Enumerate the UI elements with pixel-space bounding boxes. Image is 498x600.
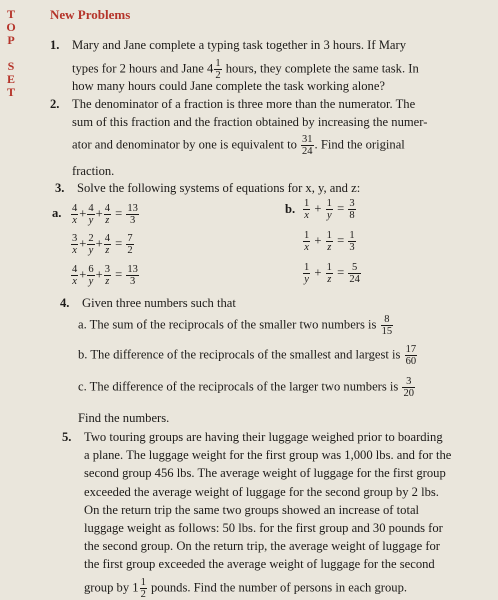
- problem-4-item-a: [78, 314, 394, 337]
- problem-4-text: Given three numbers such that: [82, 296, 236, 310]
- sidebar-letter: S: [7, 59, 15, 73]
- problem-5-line-3: second group 456 lbs. The average weight of luggage for the first group: [84, 466, 446, 480]
- fraction-numerator: 3: [104, 264, 110, 275]
- problem-1-line-1: Mary and Jane complete a typing task together in 3 hours. If Mary: [72, 38, 406, 52]
- problem-2-line-3a: ator and denominator by one is equivalent to: [72, 137, 301, 152]
- fraction-denominator: x: [72, 276, 77, 287]
- fraction: [326, 262, 333, 285]
- fraction-numerator: 4: [104, 233, 110, 244]
- system-a-label: a.: [52, 206, 62, 220]
- operator: +: [79, 236, 87, 251]
- fraction-denominator: y: [326, 210, 332, 221]
- fraction: [87, 203, 94, 226]
- fraction: [126, 203, 139, 226]
- fraction-numerator: 3: [349, 198, 355, 209]
- problem-5-line-2: a plane. The luggage weight for the first group was 1,000 lbs. and for the: [84, 448, 452, 462]
- fraction: [303, 262, 310, 285]
- fraction-denominator: y: [88, 245, 94, 256]
- problem-1-line-2b: hours, they complete the same task. In: [222, 61, 419, 76]
- fraction-numerator: 4: [104, 203, 110, 214]
- problem-1-number: 1.: [50, 38, 60, 52]
- sidebar-letter: T: [6, 85, 15, 99]
- sidebar-letter: T: [6, 7, 15, 21]
- fraction-denominator: x: [72, 245, 77, 256]
- fraction-denominator: z: [327, 274, 332, 285]
- fraction: [326, 198, 333, 221]
- fraction-numerator: 8: [381, 314, 394, 326]
- item-a-text: a. The sum of the reciprocals of the smaller two numbers is: [78, 317, 377, 332]
- operator: +: [79, 206, 87, 221]
- fraction: [301, 134, 314, 157]
- problem-2-line-3: [72, 134, 405, 157]
- problem-3-number: 3.: [55, 181, 65, 195]
- fraction-denominator: y: [88, 215, 94, 226]
- system-b-label: b.: [285, 202, 296, 216]
- fraction: [104, 203, 111, 226]
- fraction-numerator: 1: [304, 230, 310, 241]
- problem-5-line-7: the second group. On the return trip, the average weight of luggage for: [84, 539, 441, 553]
- operator: +: [95, 206, 103, 221]
- fraction-numerator: 3: [402, 376, 415, 388]
- problem-4-item-c: [78, 376, 416, 399]
- fraction: [381, 314, 394, 337]
- fraction-numerator: 1: [326, 262, 332, 273]
- fraction-numerator: 1: [326, 230, 332, 241]
- fraction-denominator: 3: [130, 276, 136, 287]
- problem-5-line-1: Two touring groups are having their luggage weighed prior to boarding: [84, 430, 443, 444]
- fraction-denominator: 2: [215, 70, 221, 81]
- fraction-denominator: y: [304, 274, 309, 285]
- fraction: [126, 233, 133, 256]
- problem-5-line-4: exceeded the average weight of luggage for the second group by 2 lbs.: [84, 485, 439, 499]
- fraction-numerator: 5: [348, 262, 361, 274]
- fraction: [303, 230, 310, 253]
- fraction-numerator: 6: [88, 264, 94, 275]
- mixed-fraction: [140, 577, 147, 600]
- system-a-equation: [70, 203, 140, 226]
- fraction-numerator: 1: [304, 198, 310, 209]
- fraction-numerator: 1: [215, 58, 221, 69]
- fraction-numerator: 4: [88, 203, 94, 214]
- fraction: [71, 203, 78, 226]
- fraction-numerator: 4: [72, 203, 78, 214]
- fraction: [326, 230, 333, 253]
- item-c-text: c. The difference of the reciprocals of the larger two numbers is: [78, 379, 399, 394]
- fraction: [405, 344, 418, 367]
- sidebar-letter: P: [7, 33, 15, 47]
- fraction-denominator: 3: [349, 242, 355, 253]
- fraction-denominator: z: [105, 215, 110, 226]
- fraction-numerator: 1: [304, 262, 310, 273]
- operator: =: [337, 233, 345, 248]
- problem-2-line-3b: . Find the original: [314, 137, 405, 152]
- fraction-numerator: 2: [88, 233, 94, 244]
- operator: +: [314, 233, 322, 248]
- fraction-denominator: 24: [349, 274, 360, 285]
- fraction-numerator: 1: [140, 577, 146, 588]
- problem-1-line-2a: types for 2 hours and Jane 4: [72, 61, 214, 76]
- fraction-denominator: z: [327, 242, 332, 253]
- system-b-equation: [302, 230, 357, 253]
- system-a-equation: [70, 233, 135, 256]
- problem-2-line-2: sum of this fraction and the fraction obtained by increasing the numer-: [72, 115, 428, 129]
- problem-5-line-6: luggage weight as follows: 50 lbs. for the first group and 30 pounds for: [84, 521, 443, 535]
- operator: +: [95, 267, 103, 282]
- fraction: [126, 264, 139, 287]
- sidebar-letter: E: [6, 72, 15, 86]
- fraction: [71, 233, 78, 256]
- problem-5-line-9b: pounds. Find the number of persons in each group.: [147, 580, 408, 595]
- fraction-denominator: y: [88, 276, 94, 287]
- problem-5-line-9: [84, 577, 407, 600]
- fraction-numerator: 13: [127, 264, 138, 275]
- operator: +: [95, 236, 103, 251]
- fraction: [71, 264, 78, 287]
- page-title: New Problems: [50, 7, 131, 22]
- fraction-numerator: 1: [326, 198, 332, 209]
- system-a-equation: [70, 264, 140, 287]
- fraction-denominator: z: [105, 245, 110, 256]
- system-b-equation: [302, 198, 357, 221]
- fraction-denominator: 3: [130, 215, 136, 226]
- fraction-denominator: 15: [381, 326, 393, 337]
- problem-2-line-1: The denominator of a fraction is three more than the numerator. The: [72, 97, 416, 111]
- fraction: [104, 264, 111, 287]
- fraction-denominator: 8: [349, 210, 355, 221]
- fraction: [348, 262, 361, 285]
- fraction: [87, 264, 94, 287]
- fraction-denominator: 60: [405, 356, 417, 367]
- operator: =: [337, 265, 345, 280]
- fraction-denominator: z: [105, 276, 110, 287]
- item-b-text: b. The difference of the reciprocals of the smallest and largest is: [78, 347, 401, 362]
- operator: =: [115, 267, 123, 282]
- problem-4-item-b: [78, 344, 418, 367]
- fraction-numerator: 4: [72, 264, 78, 275]
- fraction-numerator: 3: [72, 233, 78, 244]
- operator: =: [337, 201, 345, 216]
- problem-3-text: Solve the following systems of equations for x, y, and z:: [77, 181, 361, 195]
- fraction-numerator: 7: [127, 233, 133, 244]
- operator: =: [115, 206, 123, 221]
- fraction-denominator: 2: [140, 589, 146, 600]
- fraction-denominator: x: [304, 210, 309, 221]
- sidebar-letter: O: [6, 20, 16, 34]
- operator: +: [314, 265, 322, 280]
- fraction-numerator: 13: [127, 203, 138, 214]
- problem-5-line-5: On the return trip the same two groups showed an increase of total: [84, 503, 420, 517]
- fraction: [402, 376, 415, 399]
- fraction-numerator: 31: [302, 134, 313, 145]
- operator: +: [79, 267, 87, 282]
- fraction-denominator: x: [304, 242, 309, 253]
- fraction: [104, 233, 111, 256]
- problem-5-number: 5.: [62, 430, 72, 444]
- fraction: [348, 198, 355, 221]
- fraction-denominator: 24: [302, 146, 313, 157]
- mixed-fraction: [214, 58, 221, 81]
- problem-2-line-4: fraction.: [72, 164, 115, 178]
- fraction-numerator: 1: [349, 230, 355, 241]
- problem-1-line-3: how many hours could Jane complete the task working alone?: [72, 79, 386, 93]
- fraction: [87, 233, 94, 256]
- problem-2-number: 2.: [50, 97, 60, 111]
- problem-5-line-9a: group by 1: [84, 580, 139, 595]
- problem-4-number: 4.: [60, 296, 70, 310]
- fraction: [348, 230, 355, 253]
- problem-4-end: Find the numbers.: [78, 411, 170, 425]
- fraction-denominator: 20: [403, 388, 414, 399]
- system-b-equation: [302, 262, 362, 285]
- fraction-denominator: x: [72, 215, 77, 226]
- top-set-sidebar: [4, 8, 18, 99]
- fraction: [303, 198, 310, 221]
- operator: +: [314, 201, 322, 216]
- problem-1-line-2: [72, 58, 419, 81]
- operator: =: [115, 236, 123, 251]
- fraction-numerator: 17: [405, 344, 417, 355]
- problem-5-line-8: the first group exceeded the average weight of luggage for the second: [84, 557, 435, 571]
- fraction-denominator: 2: [127, 245, 133, 256]
